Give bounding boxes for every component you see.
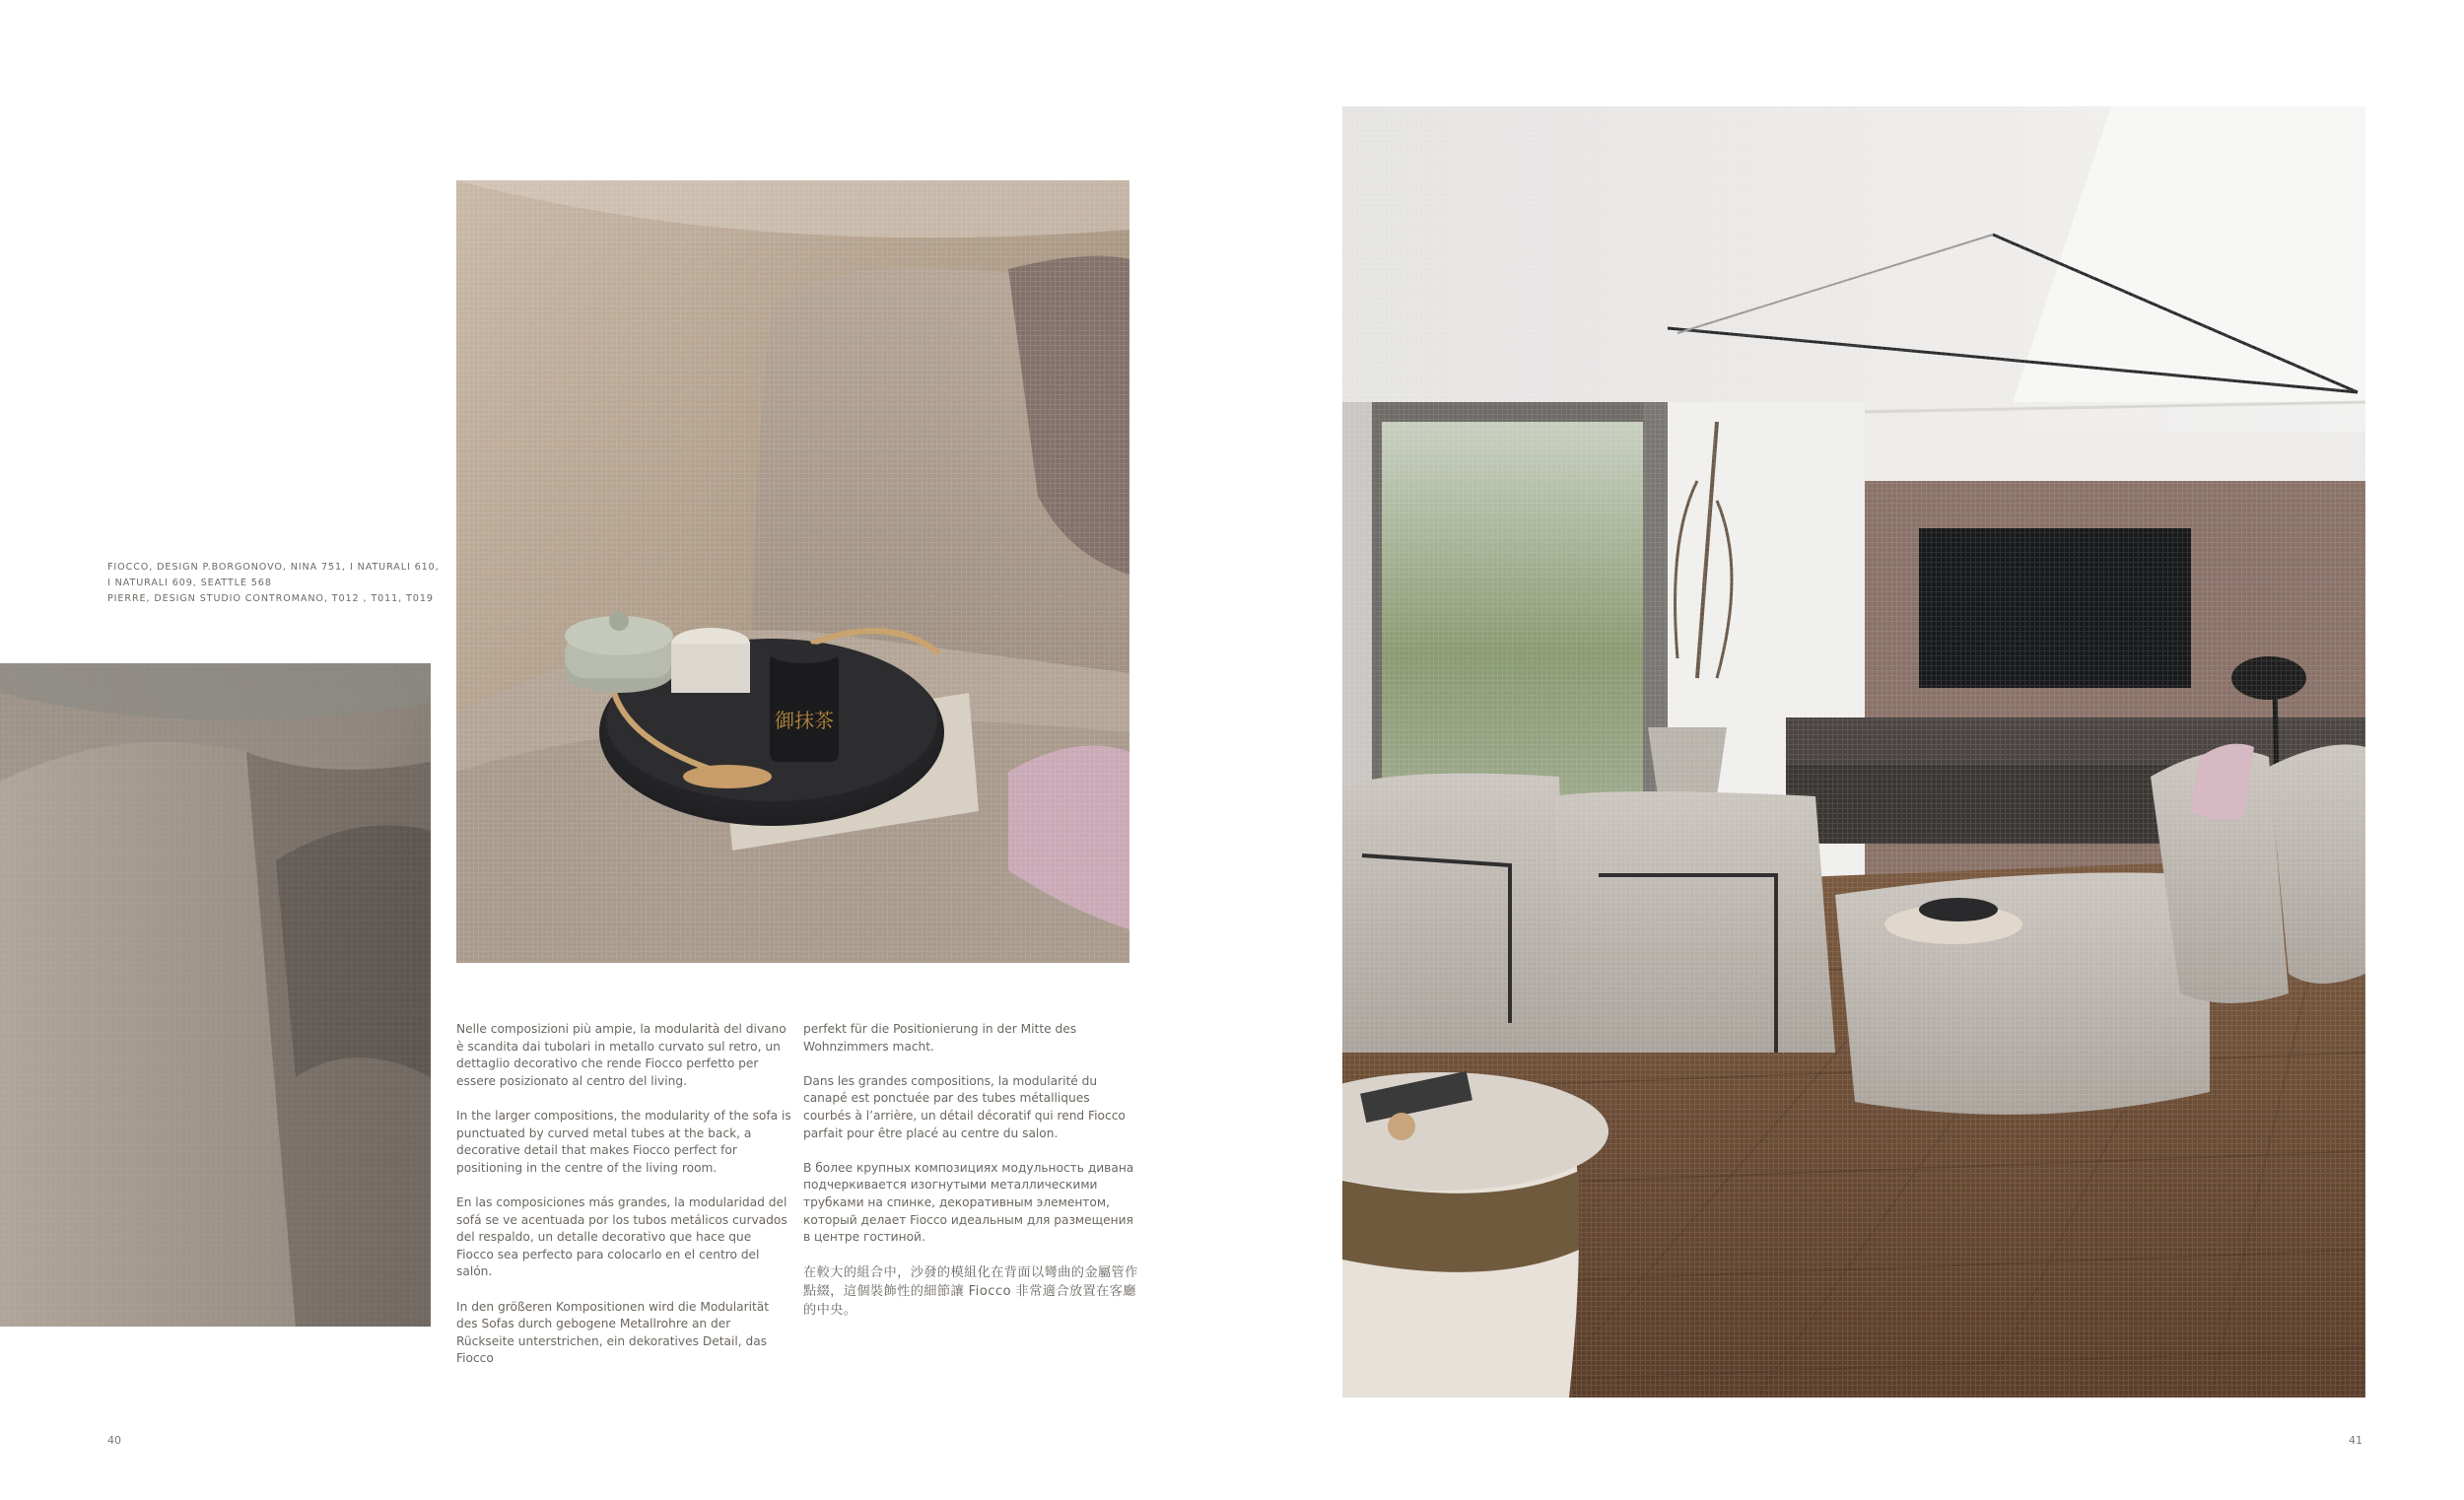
page-number-left: 40 bbox=[107, 1434, 121, 1447]
description-spanish: En las composiciones más grandes, la modularidad del sofá se ve acentuada por los tubos metálicos curvados del respaldo, un detalle decorativo que hace que Fiocco sea perfecto para colocarlo en el centro del salón. bbox=[456, 1194, 787, 1279]
living-room-sofa-photo bbox=[1342, 106, 2365, 1398]
credit-line: PIERRE, DESIGN STUDIO CONTROMANO, T012 , T011, T019 bbox=[107, 593, 434, 604]
credit-line: I NATURALI 609, SEATTLE 568 bbox=[107, 578, 272, 588]
page-number-right: 41 bbox=[2349, 1434, 2362, 1447]
credit-line: FIOCCO, DESIGN P.BORGONOVO, NINA 751, I NATURALI 610, bbox=[107, 562, 440, 573]
description-column-right bbox=[803, 1021, 1138, 1337]
description-german-continued: perfekt für die Positionierung in der Mitte des Wohnzimmers macht. bbox=[803, 1022, 1077, 1054]
description-column-left bbox=[456, 1021, 791, 1385]
description-italian: Nelle composizioni più ampie, la modularità del divano è scandita dai tubolari in metallo curvato sul retro, un dettaglio decorativo che rende Fiocco perfetto per essere posizionato al centro del living. bbox=[456, 1022, 787, 1088]
product-credits bbox=[107, 560, 462, 607]
sofa-fabric-closeup-photo bbox=[0, 663, 431, 1327]
description-chinese: 在較大的組合中，沙發的模組化在背面以彎曲的金屬管作點綴，這個裝飾性的細節讓 Fiocco 非常適合放置在客廳的中央。 bbox=[803, 1265, 1138, 1319]
tea-tin-label: 御抹茶 bbox=[775, 709, 834, 732]
description-french: Dans les grandes compositions, la modularité du canapé est ponctuée par des tubes métalliques courbés à l’arrière, un détail décoratif qui rend Fiocco parfait pour être placé au centre du salon. bbox=[803, 1073, 1126, 1140]
description-english: In the larger compositions, the modularity of the sofa is punctuated by curved metal tubes at the back, a decorative detail that makes Fiocco perfect for positioning in the centre of the living room. bbox=[456, 1108, 791, 1175]
description-russian: В более крупных композициях модульность дивана подчеркивается изогнутыми металлическими трубками на спинке, декоративным элементом, который делает Fiocco идеальным для размещения в центре гостиной. bbox=[803, 1160, 1134, 1245]
tea-tray-on-sofa-photo bbox=[456, 180, 1129, 963]
description-german: In den größeren Kompositionen wird die Modularität des Sofas durch gebogene Metallrohre an der Rückseite unterstrichen, ein dekoratives Detail, das Fiocco bbox=[456, 1299, 770, 1366]
